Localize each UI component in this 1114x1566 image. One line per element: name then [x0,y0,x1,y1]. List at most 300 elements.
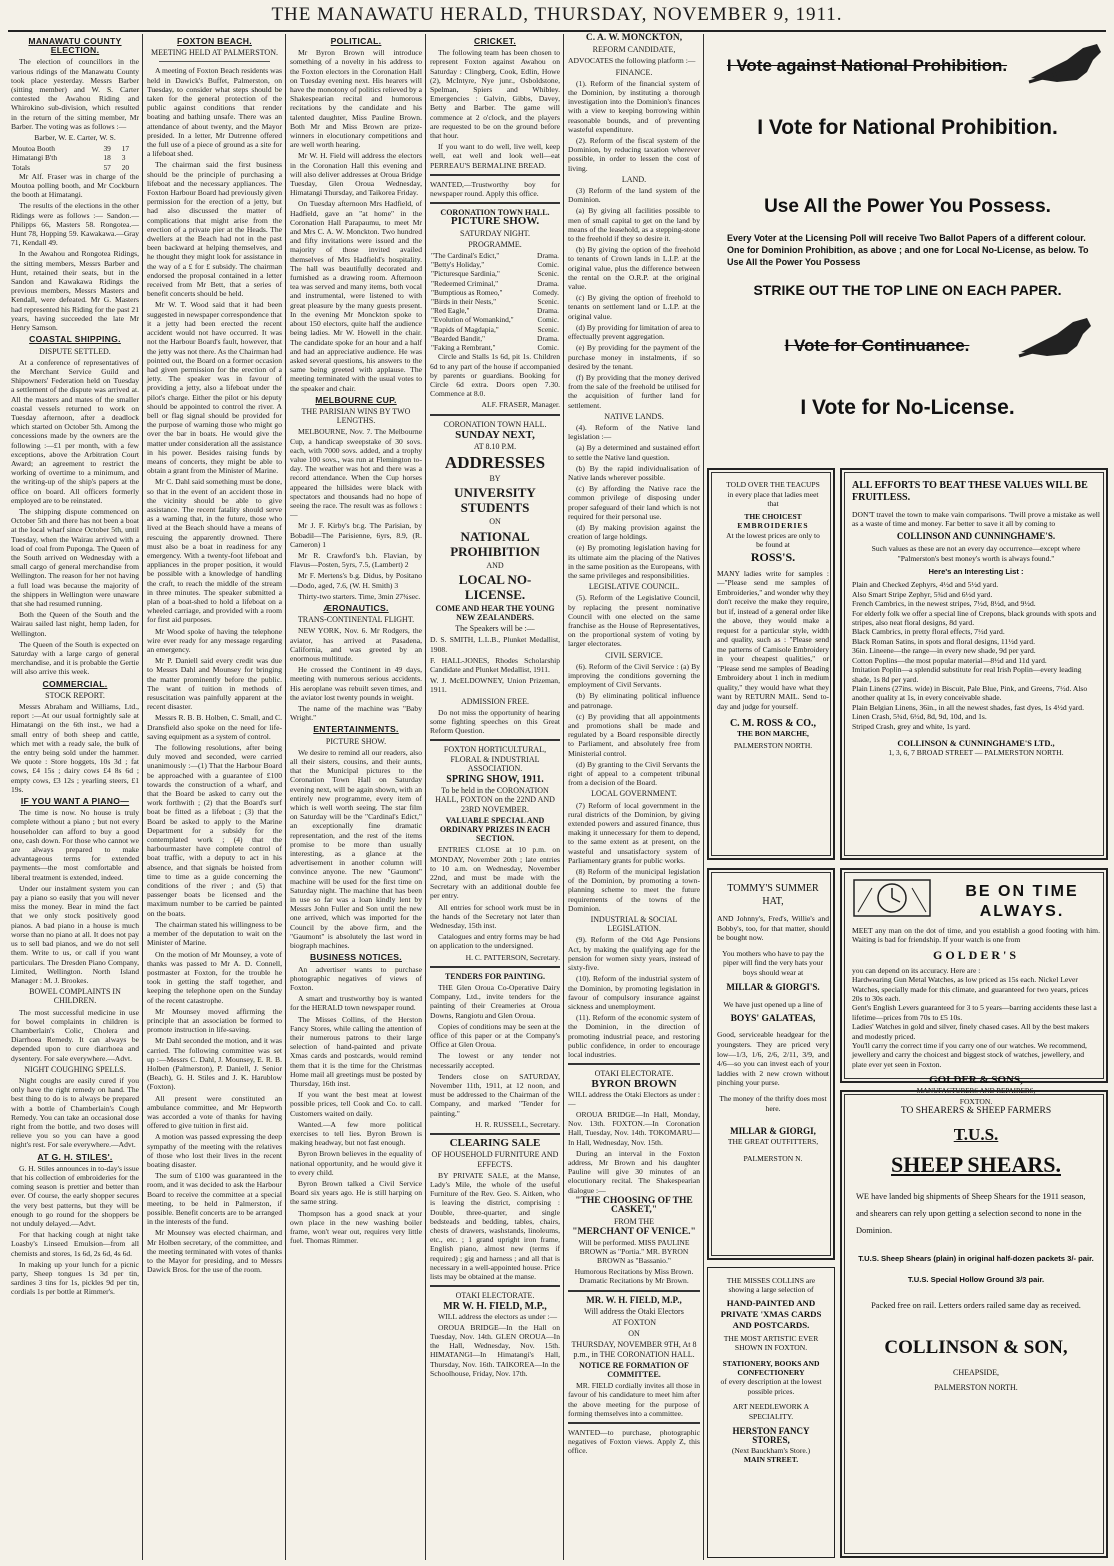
article-paragraph: Mr J. F. Kirby's br.g. The Parisian, by Bobadil—The Parisienne, 6yrs, 8.9, (R. Cameron) 1 [290,521,422,549]
article-paragraph: At a conference of representatives of the Merchant Service Guild and Shipowners' Federation held on Tuesday a settlement of the dispute was arrived at. All the masters and mates of the smaller coastal vessels returned to work on Tuesday afternoon, after a deadlock which started on October 5th. Among the concessions made by the owners are the following :—£1 per month, with a few exceptions, above the Arbitration Court Award; an agreement to restrict the working of overtime to a minimum, and the writing-up of the ship's papers at the office on board. All officers formerly employed are to be reinstated. [11,357,139,505]
ad-subheading: ON [628,1329,640,1339]
column-rule [142,34,143,1560]
article-paragraph: Tenders close on SATURDAY, November 11th, 1911, at 12 noon, and must be addressed to the Chairman of the Company, and marked "Tender for painting." [430,1071,560,1118]
divider [430,202,560,204]
article-paragraph: Mr Byron Brown will introduce something of a novelty in his address to the Foxton electors in the Coronation Hall on Tuesday evening next. His hearers will have the monotony of politics relieved by a Shakespearian recital and humorous recitations by the candidate and his talented daughter, Miss Pauline Brown. Both Mr and Miss Brown are prize-winners in elocutionary competitions and are well worth hearing. [290,48,422,150]
article-paragraph: On Tuesday afternoon Mrs Hadfield, of Hadfield, gave an "at home" in the Coronation Hall Parapaumu, to meet Mr and Mrs C. A. W. Monckton. Two hundred and fifty invitations were issued and the majority of those invited availed themselves of Mrs Hadfield's hospitality. The hall was beautifully decorated and furnished as a drawing room. Afternoon tea was served and many items, both vocal and instrumental, were listened to with great pleasure by the many guests present. In the evening Mr Monckton spoke to about 150 electors, quite half the audience being ladies. Mr W. Howell in the chair. The candidate spoke for an hour and a half and had an appreciative audience. He was asked several questions, his answers to the same being greeted with applause. The meeting terminated with the usual votes to the speaker and chair. [290,199,422,393]
shears-ad-body [856,1106,1096,1392]
list-item: Linen Crash, 5¾d, 6½d, 8d, 9d, 10d, and 1s. [852,712,987,722]
article-paragraph: (f) By providing that the money derived from the sale of the freehold be utilised for the acquisition of further land for settlement. [568,372,700,410]
article-paragraph: The following team has been chosen to represent Foxton against Awahou on Saturday : Clingberg, Cook, Edlin, Howe (2), McIntyre, Nye junr., Osboldstone, Spelman, Spiers and Whibley. Emergencies : Galvin, Gibbs, Davey, Betty and Barber. The game will commence at 2 o'clock, and the players are requested to be on the ground before that hour. [430,48,560,141]
ad-text: DON'T travel the town to make vain comparisons. 'Twill prove a mistake as well as a waste of time and money. Far better to save it all by coming to [852,510,1100,529]
ad-text: THE CHOICEST [744,511,802,521]
article-paragraph: OROUA BRIDGE—In Hall, Monday, Nov. 13th. FOXTON.—In Coronation Hall, Tuesday, Nov. 14th. TOKOMARU—In Hall, Wednesday, Nov. 15th. [568,1109,700,1147]
ad-subheading: FROM THE [613,1217,655,1227]
section-heading: CIVIL SERVICE. [605,650,663,660]
column-2 [144,34,285,1560]
speaker: W. J. McELDOWNEY, Union Prizeman, 1911. [430,676,560,695]
subheading: NIGHT COUGHING SPELLS. [24,1064,126,1074]
ad-text: CHEAPSIDE, [952,1368,999,1377]
article-paragraph: The sum of £100 was guaranteed in the room, and it was decided to ask the Harbour Board to receive the committee at a special meeting, to be held in Palmerston, if possible. Benefit concerts are to be arranged in the interests of the fund. [147,1171,282,1227]
ad-text: THE GREAT OUTFITTERS, [727,1136,819,1146]
ballot-line-strike: I Vote for Continuance. [784,336,970,355]
list-item: Plain Belgian Linens, 36in., in all the newest shades, fast dyes, 1s 4½d yard. [852,702,1084,712]
ad-subheading: NOTICE RE FORMATION OF COMMITTEE. [579,1360,689,1380]
ad-heading: PICTURE SHOW. [450,215,540,228]
ad-subheading: Will address the Otaki Electors [584,1306,684,1316]
signature: H. R. RUSSELL, Secretary. [475,1119,560,1129]
ad-heading: C. M. ROSS & CO., [729,718,817,729]
ballot-line: I Vote for National Prohibition. [757,116,1058,139]
ad-text: Good, serviceable headgear for the youngsters. They are priced very low—1/3, 1/6, 2/6, 2/11, 3/9, and 4/6—so you can invest each of your laddies with 2 new crown without pinching your purse. [717,1030,829,1088]
ad-text: of every description at the lowest possible prices. [720,1377,822,1396]
list-item: "The Cardinal's Edict," Drama. [431,251,559,261]
ad-text: ART NEEDLEWORK A SPECIALITY. [732,1402,810,1421]
ad-subheading: ADMISSION FREE. [460,696,529,706]
ad-heading: TOMMY'S SUMMER HAT, [727,883,819,907]
table-cell: Totals [12,162,30,172]
list-item: "Birds in their Nests," Scenic. [431,297,559,307]
ad-text: AND Johnny's, Fred's, Willie's and Bobby's, too, for that matter, should be bought now. [717,914,829,943]
article-paragraph: Mr Mounsey was elected chairman, and Mr Holben secretary, of the committee, and the meeting terminated with votes of thanks to the Mayor for presiding, and to Messrs Dawick Bros. for the use of the room. [147,1228,282,1275]
article-paragraph: The name of the machine was "Baby Wright." [290,704,422,723]
ad-text: Hardwearing Gun Metal Watches, as low priced as 15s each. Nickel Lever Watches, specially made for this climate, and guaranteed for two years, prices 20s to 30s each. [852,975,1089,1004]
headline-aeronautics: ÆRONAUTICS. [323,602,389,613]
classified-ad: WANTED—to purchase, photographic negatives of Foxton views. Apply Z, this office. [568,1428,700,1456]
article-paragraph: (4). Reform of the Native land legislation :— [568,422,700,442]
article-paragraph: All entries for school work must be in the hands of the Secretary not later than Wednesday, 15th inst. [430,902,560,931]
ad-subheading: OTAKI ELECTORATE. [594,1069,674,1079]
article-paragraph: The results of the elections in the other Ridings were as follows :— Sandon.—Philipps 66, Masters 58. Rongotea.—Hunt 78, Hopping 59. Kawakawa.—Gray 71, Kendall 49. [11,201,139,248]
ad-text: TOLD OVER THE TEACUPS [726,480,820,489]
clock-icon [852,878,932,918]
speaker: D. S. SMITH, L.L.B., Plunket Medallist, 1908. [430,635,560,654]
ad-text: you can depend on its accuracy. Here are : [852,965,981,975]
article-paragraph: (b) By eliminating political influence and patronage. [568,691,700,710]
table-cell: Moutoa Booth [12,144,55,154]
subheading: PICTURE SHOW. [325,736,387,746]
column-rule [563,34,564,1560]
article-paragraph: NEW YORK, Nov. 6. Mr Rodgers, the aviator, has arrived at Pasadena, California, and was greeted by an enormous multitude. [290,626,422,663]
section-heading: LAND. [621,174,647,184]
column-3 [287,34,425,1560]
article-paragraph: If you want the best meat at lowest possible prices, tell Cook and Co. to call. Customers waited on daily. [290,1090,422,1118]
column-rule [425,34,426,1560]
subheading: THE PARISIAN WINS BY TWO LENGTHS. [301,406,411,426]
article-paragraph: A smart and trustworthy boy is wanted for the HERALD town newspaper round. [290,994,422,1013]
article-paragraph: (e) By promoting legislation having for its ultimate aim the placing of the Natives in the same position as the Europeans, with the same privileges and responsibilities. [568,543,700,580]
article-paragraph: Circle and Stalls 1s 6d, pit 1s. Children 6d to any part of the house if accompanied by parents or guardians. Booking for Circle 6d extra. Doors open 7.30. Commence at 8.0. [430,352,560,399]
instruction-heading: STRIKE OUT THE TOP LINE ON EACH PAPER. [753,282,1062,298]
article-paragraph: The lowest or any tender not necessarily accepted. [430,1051,560,1070]
article-paragraph: An advertiser wants to purchase photographic negatives of views of Foxton. [290,964,422,992]
list-item: Plain and Checked Zephyrs, 4½d and 5½d yard. [852,580,999,590]
list-item: "Bearded Bandit," Drama. [431,333,559,343]
ad-heading: ROSS'S. [750,549,796,564]
ad-text: THE MISSES COLLINS are showing a large selection of [726,1276,816,1295]
ad-subheading: REFORM CANDIDATE, [592,45,676,55]
table-header: Barber, W. E. Carter, W. S. [34,133,116,143]
article-paragraph: (5). Reform of the Legislative Council, by replacing the present nominative Council with one elected on the same franchise as the House of Representatives, on the proportional system of voting by larger electorates. [568,593,700,649]
article-paragraph: (6). Reform of the Civil Service : (a) By improving the conditions governing the employment of Civil Servants. [568,661,700,690]
article-paragraph: (3) Reform of the land system of the Dominion. [568,186,700,205]
divider [568,1063,700,1065]
ad-heading: CORONATION TOWN HALL. [440,208,550,218]
article-paragraph: We desire to remind all our readers, also all their sisters, cousins, and their aunts, that the Municipal pictures to the Coronation Town Hall on Saturday evening next, will be again shown, with an entirely new programme, every item of which is well worth seeing. The star film on Saturday will be the "Cardinal's Edict," an exceptionally fine dramatic representation, and the rest of the items promise to be more than usually interesting, as a glance at the advertisement in another column will convince anyone. The new "Gaumont" machine will be used for the first time on Saturday night. The machine that has been in use so far was a loan kindly lent by Messrs John Fuller and Son until the new one arrived, which was imported for the Council by the above firm, and the "Gaumont" is absolutely the last word in biograph machines. [290,747,422,951]
subheading: TRANS-CONTINENTAL FLIGHT. [297,615,415,625]
ad-subheading: BY [489,474,501,484]
ad-heading: SPRING SHOW, 1911. [446,773,544,785]
ad-heading: LOCAL NO-LICENSE. [458,571,532,602]
list-item: Striped Crash, grey and white, 1s yard. [852,721,971,731]
article-paragraph: G. H. Stiles announces in to-day's issue that his collection of embroideries for the coming season is prettier and better than ever. Of course, the early shopper secures the very best patterns, but they will be enough to go round for the shoppers be not unduly delayed.—Advt. [11,1163,139,1228]
table-cell: 57 [103,162,111,172]
article-paragraph: (11). Reform of the economic system of the Dominion, in the direction of promoting industrial peace, and restoring public confidence, in order to encourage local industries. [568,1013,700,1059]
column-rule [703,34,704,1560]
signature: ALF. FRASER, Manager. [481,400,560,410]
ad-text: PALMERSTON NORTH. [934,1383,1018,1392]
ad-text: You mothers who have to pay the piper will find the very hats your boys should wear at [722,948,824,977]
article-paragraph: Both the Queen of the South and the Wairau sailed last night, hemp laden, for Wellington. [11,610,139,638]
ad-heading: STATIONERY, BOOKS AND CONFECTIONERY [722,1358,820,1378]
article-paragraph: Mr C. Dahl said something must be done, so that in the event of an accident those in the vicinity should be able to give assistance. The recent fatality should serve as a warning that, in the future, those who lived at the Beach should have a means of rescuing the apparently drowned. There must also be a boat in readiness for any emergency. With a twenty-foot lifeboat and appliances in the proper position, it would be possible with a knowledge of handling the craft, to reach the middle of the stream in three minutes. The speaker submitted a plan of a boat-shed to hold a lifeboat on a wheeled carriage, and provided with a room for first aid purposes. [147,477,282,625]
article-paragraph: Mr Wood spoke of having the telephone wire ever ready for any message regarding an emergency. [147,626,282,654]
ad-subheading: PROGRAMME. [468,239,522,249]
article-paragraph: All present were constituted an ambulance committee, and Mr Hepworth was accorded a vote of thanks for having offered to give tuition in first aid. [147,1093,282,1131]
article-paragraph: WILL address the electors as under :— [438,1311,558,1321]
list-item: "Rapids of Magdapia," Scenic. [431,324,559,334]
divider [430,414,560,416]
article-paragraph: The chairman said the first business should be the principle of purchasing a lifeboat and the necessary appliances. The Foxton Harbour Board had previously given permission for the erection of a jetty, but had also discussed the matter of complications that might arise from the erection of a private pier at the Heads. The dwellers at the Beach had not in the past been backward at helping themselves, and he thought they might look for assistance in the way of a £ for £ subsidy. The chairman endorsed the proposal contained in a letter received from Mr Bett, that a series of benefit concerts should be held. [147,160,282,299]
column-4 [427,34,563,1560]
masthead-rule [8,30,1106,32]
misses-collins-ad [707,1267,835,1558]
table-cell: 17 [121,144,130,154]
article-paragraph: The most successful medicine in use for bowel complaints in children is Chamberlain's Colic, Cholera and Diarrhoea Remedy. It can always be depended upon to cure diarrhoea and dysentery. For sale everywhere.—Advt. [11,1007,139,1063]
article-paragraph: (c) By affording the Native race the common privilege of disposing under proper safeguard of their land which is not required for their personal use. [568,484,700,521]
ad-text: You'll carry the correct time if you carry one of our watches. We recommend, jewellery and carry the choicest and biggest stock of watches, jewellery, and plate ever yet seen in Foxton. [852,1041,1087,1069]
article-paragraph: Do not miss the opportunity of hearing some fighting speeches on this Great Reform Question. [430,707,560,736]
list-item: "Redeemed Criminal," Drama. [431,278,559,288]
ad-text: be found at [756,540,790,549]
headline-political: POLITICAL. [330,36,382,46]
ad-heading: COLLINSON AND CUNNINGHAME'S. [896,530,1056,541]
divider [159,61,270,62]
headline-coastal-shipping: COASTAL SHIPPING. [29,334,121,345]
article-paragraph: (2). Reform of the fiscal system of the Dominion, by reducing taxation wherever possible, in order to lessen the cost of living. [568,136,700,173]
article-paragraph: Humorous Recitations by Miss Brown. Dramatic Recitations by Mr Brown. [574,1267,694,1286]
ad-text: The money of the thrifty does most here. [719,1093,827,1113]
section-heading: INDUSTRIAL & SOCIAL LEGISLATION. [590,915,678,934]
ad-heading: MILLAR & GIORGI'S. [726,981,820,992]
ad-text: MANY ladies write for samples : —"Please send me samples of Embroideries," and wonder why they don't receive the make they require, but if, instead of a general order like the above, they would make a request for a particular style, width and quality, such as : "Please send me patterns of Camisole Embroidery in your cheapest qualities," or "Please send me samples of Beading Embroidery about 1 inch in medium quality," they would have what they want by RETURN MAIL. Send to-day and judge for yourself. [717,568,829,711]
article-paragraph: Mr Alf. Fraser was in charge of the Moutoa polling booth, and Mr Cockburn the booth at Himatangi. [11,171,139,200]
table-cell: 20 [121,162,130,172]
ballot-line: I Vote for No-License. [800,396,1015,419]
golder-ad [840,868,1108,1106]
article-paragraph: (a) By giving all facilities possible to men of small capital to get on the land by means of the leasehold, as a stepping-stone to the freehold if they so desire it. [568,206,700,244]
headline-county-election: MANAWATU COUNTY ELECTION. [28,36,122,56]
ad-heading: T.U.S. [953,1125,999,1144]
article-paragraph: The Queen of the South is expected on Saturday with a large cargo of general merchandise, and it is probable the Gertie will also arrive this week. [11,639,139,677]
ad-heading: MILLAR & GIORGI, [730,1126,816,1137]
voting-table [11,144,139,172]
article-paragraph: THE Glen Oroua Co-Operative Dairy Company, Ltd., invite tenders for the painting of their Creameries at Oroua Downs, Rangiotu and Glen Oroua. [430,983,560,1020]
list-item: Imitation Poplin—a splendid substitute for real Irish Poplin—every leading shade, 1s 8d per yard. [852,665,1082,684]
headline-business-notices: BUSINESS NOTICES. [309,952,402,963]
instructions: Every Voter at the Licensing Poll will receive Two Ballot Papers of a different colour. One for Dominion Prohibition, as above ; and one for Local No-License, as below. To Use All the Power You Possess [727,233,1089,267]
article-paragraph: (d) By providing for limitation of area to effectually prevent aggregation. [568,322,700,342]
ad-subheading: ON [489,517,501,527]
ross-ad-body [717,480,829,751]
article-paragraph: (b) By the rapid individualisation of Native lands wherever possible. [568,463,700,482]
table-cell: 39 [103,144,111,154]
list-item: Also Smart Stripe Zephyr, 5¾d and 6½d yard. [852,589,993,599]
millar-giorgi-ad [707,868,835,1260]
section-heading: LOCAL GOVERNMENT. [591,789,677,799]
article-paragraph: (c) By giving the option of freehold to tenants on settlement land or L.I.P. at the original value. [568,293,700,321]
table-cell: Himatangi B'th [12,153,58,163]
headline-commercial: COMMERCIAL. [42,678,108,689]
ad-text: MANUFACTURERS AND REPAIRERS, [916,1087,1036,1096]
ad-heading: CLEARING SALE [449,1137,541,1150]
article-paragraph: Will be performed. MISS PAULINE BROWN as "Portia." MR. BYRON BROWN as "Bassanio." [578,1237,690,1265]
ad-subheading: OF HOUSEHOLD FURNITURE AND EFFECTS. [431,1150,559,1169]
ad-subheading: SATURDAY NIGHT. [460,228,530,238]
ad-text: T.U.S. Sheep Shears (plain) in original half-dozen packets 3/- pair. [858,1254,1094,1263]
article-paragraph: During an interval in the Foxton address, Mr Brown and his daughter Pauline will give 30 minutes of an elocutionary recital. The Shakespearian dialogue :— [568,1148,700,1195]
list-item: Plain Linens (27ins. wide) in Biscuit, Pale Blue, Pink, and Greens, 7½d. Also another quality at 1s, in every conceivable shade. [852,683,1088,703]
list-item: "Evolution of Womankind," Comic. [431,315,559,325]
candidate-name: C. A. W. MONCKTON, [585,33,683,43]
ad-text: MEET any man on the dot of time, and you establish a good footing with him. Waiting is bad for friendship. If your watch is one from [852,926,1100,945]
ad-text: Gent's English Levers guaranteed for 3 to 5 years—barring accidents these last a lifetime—prices from 70s to £5 10s. [852,1003,1097,1022]
article-paragraph: Mr W. H. Field will address the electors in the Coronation Hall this evening and will also deliver addresses at Oroua Bridge Tuesday, Glen Oroua Wednesday, Himatangi Thursday, and Taikorea Friday. [290,151,422,198]
ad-heading: MR. W. H. FIELD, M.P., [586,1294,682,1305]
list-item: 36in. Lineene—the range—in every new shade, 9d per yard. [852,646,1036,656]
ad-subheading: COME AND HEAR THE YOUNG NEW ZEALANDERS. [435,603,555,622]
ad-text: PALMERSTON N. [743,1154,803,1164]
article-paragraph: For that hacking cough at night take Loasby's Linseed Emulsion—from all chemists and stores, 1s 6d, 2s 6d, 4s 6d. [11,1230,139,1258]
article-paragraph: Mr R. Crawford's b.h. Flavian, by Flavus—Posten, 5yrs, 7.5, (Lambert) 2 [290,550,422,570]
list-item: French Cambrics, in the newest stripes, 7½d, 8½d, and 9½d. [852,599,1036,609]
ad-subheading: OTAKI ELECTORATE. [455,1291,535,1301]
section-heading: NATIVE LANDS. [604,411,664,421]
ad-heading: GOLDER'S [932,947,1019,962]
article-paragraph: (8) Reform of the municipal legislation of the Dominion, by promoting a town-planning scheme to meet the future requirements of the towns of the Dominion. [568,867,700,913]
ad-heading: ADDRESSES [444,453,546,473]
ad-subheading: TENDERS FOR PAINTING. [444,971,546,981]
ad-text: MAIN STREET. [743,1455,799,1465]
list-item: Black Roman Satins, in spots and floral designs, 11½d yard. [852,636,1036,646]
article-paragraph: In making up your lunch for a picnic party, Sheep tongues 1s 3d per tin, sardines 3 tins for 1s, pickles 9d per tin, cordials 1s per bottle at Rimmer's. [11,1259,139,1297]
article-paragraph: MELBOURNE, Nov. 7. The Melbourne Cup, a handicap sweepstake of 30 sovs. each, with 7000 sovs. added, and a trophy value 100 sovs., was run at Flemington to-day. The weather was hot and there was a record attendance. When the Cup horses appeared the hillsides were black with spectators and thousands had no hope of seeing the race. The result was as follows :— [290,427,422,520]
ad-heading: GOLDER & SONS, [929,1074,1023,1087]
article-paragraph: Byron Brown believes in the equality of national opportunity, and he would give it to every child. [290,1149,422,1177]
column-5 [565,34,703,1560]
article-paragraph: Mr W. T. Wood said that it had been suggested in newspaper correspondence that it a jetty had been erected the recent accident would not have occurred. It was not the Harbour Board's fault, however, that the jetty was not there. As the Chairman had pointed out, the Board on a former occasion had given permission for the erection of a jetty. The speaker was in favour of providing a jetty, also a lifeboat under the pilot's charge. Either the pilot or his deputy should be appointed to control the river. A bell or flag signal should be provided for the purpose of warning those who might go over the bar in boats. He would give the matter under consideration all the assistance in his power. Besides raising funds by means of concerts, they might be able to obtain a grant from the Minister of Marine. [147,300,282,476]
divider [430,966,560,968]
article-paragraph: Mr Dahl seconded the motion, and it was carried. The following committee was set up :—Messrs C. Dahl, J. Mounsey, E. R. B. Holben (Palmerston), P. Daniell, J. Senior (Beach), G. H. Stiles and J. K. Harublow (Foxton). [147,1036,282,1092]
newspaper-title: THE MANAWATU HERALD, THURSDAY, NOVEMBER 9, 1911. [271,4,843,25]
ad-heading: COLLINSON & CUNNINGHAME'S LTD., [897,738,1055,748]
section-heading: LEGISLATIVE COUNCIL. [588,582,680,592]
divider [568,1422,700,1424]
subheading: STOCK REPORT. [45,690,105,700]
ad-text: 1, 3, 6, 7 BROAD STREET — PALMERSTON NORTH. [888,748,1064,758]
ad-heading: BE ON TIME ALWAYS. [965,883,1079,920]
headline-piano: IF YOU WANT A PIANO— [20,796,130,807]
article-paragraph: Thirty-two starters. Time, 3min 27¾sec. [298,591,421,601]
masthead [0,0,1114,30]
divider [568,1290,700,1292]
speaker: F. HALL-JONES, Rhodes Scholarship Candidate and Plunket Medallist, 1911. [430,655,560,674]
list-item: "Faking a Rembrant," Comic. [431,343,559,353]
article-paragraph: (b) By giving the option of the freehold to tenants of Crown lands in L.I.P. at the original value, plus the difference between the rental on the O.R.P. at the original value. [568,245,700,292]
article-paragraph: The following resolutions, after being duly moved and seconded, were carried unanimously :—(1) That the Harbour Board be approached with a guarantee of £100 towards the construction of a wharf, and that the Board be asked to carry out the work forthwith ; (2) that the Board's surf boat be fitted as a lifeboat ; (3) that the Board be asked to apply to the Marine Department for a subsidy for the contemplated work ; (4) that the harbourmaster have complete control of boat traffic, with a deputy to act in his absence, and that signals be hoisted from time to time as a guide concerning the conditions of the river ; and (5) that passenger boats be licensed and the maximum number to be carried be painted on the boats. [147,743,282,918]
ad-text: We have just opened up a line of [723,1000,823,1010]
ad-text: Ladies' Watches in gold and silver, finely chased cases. All by the best makers and modestly priced. [852,1022,1090,1041]
list-item: "Red Eagle," Drama. [431,306,559,316]
prohibition-ad [707,36,1108,461]
ad-heading: BOYS' GALATEAS, [730,1013,816,1024]
article-paragraph: (1). Reform of the financial system of the Dominion, by instituting a thorough investigation into the Dominion's finances with a view to keeping borrowing within reasonable bounds, and of preventing wasteful expenditure. [568,78,700,134]
divider [430,174,560,176]
subheading: DISPUTE SETTLED. [39,346,111,356]
article-paragraph: OROUA BRIDGE—In the Hall on Tuesday, Nov. 14th. GLEN OROUA—In the Hall, Wednesday, Nov. 15th. HIMATANGI—In Himatangi's Hall, Thursday, Nov. 16th. TAIKOREA—In the Schoolhouse, Friday, Nov. 17th. [430,1322,560,1378]
list-item: For elderly folk we offer a special line of Crepons, black grounds with spots and stripes, also neat floral designs, 8d yard. [852,608,1097,628]
ad-text: PALMERSTON NORTH. [733,741,813,750]
ad-text: THE BON MARCHE, [737,728,809,738]
article-paragraph: ADVOCATES the following platform :— [568,56,696,66]
article-paragraph: Byron Brown talked a Civil Service Board six years ago. He is still harping on the same string. [290,1178,422,1207]
ad-heading: SHEEP SHEARS. [891,1152,1061,1177]
collins-ad-body [714,1276,828,1465]
article-paragraph: The Misses Collins, of the Herston Fancy Stores, while calling the attention of their numerous patrons to their large selection of hand-painted and private Xmas cards and postcards, would remind them that it is the time for the Christmas Home mail all greetings must be posted by Thursday, 16th inst. [290,1014,422,1088]
article-paragraph: Copies of conditions may be seen at the office of this paper or at the Company's Office at Glen Oroua. [430,1021,560,1050]
ad-text: (Next Bauckham's Store.) [731,1445,811,1455]
article-paragraph: He crossed the Continent in 49 days, meeting with numerous serious accidents. His aeroplane was rebuilt seven times, and the aviator lost twenty pounds in weight. [290,665,422,702]
ad-heading: BYRON BROWN [591,1078,677,1091]
headline-melbourne-cup: MELBOURNE CUP. [315,394,397,405]
ross-ad [707,468,835,860]
article-paragraph: Wanted.—A few more political exercises to tell lies. Byron Brown is making headway, but not fast enough. [290,1119,422,1148]
article-paragraph: Mr F. Mertens's b.g. Didus, by Positano—Dodo, aged, 7.6, (W. H. Smith) 3 [290,571,422,590]
article-paragraph: The shipping dispute commenced on October 5th and there has not been a boat at the local wharf since October 5th, until Tuesday, when the Wairau arrived with a load of coal from Puponga. The Queen of the South arrived on Wednesday with a small cargo of general merchandise from Wellington. The reason for her not having a full load was because the majority of the shippers in Wellington were unaware that she had resumed running. [11,506,139,608]
article-paragraph: (10). Reform of the industrial system of the Dominion, by promoting legislation in favour of compulsory insurance against sickness and unemployment. [568,974,700,1011]
ad-text: EMBROIDERIES [737,521,809,530]
article-paragraph: (9). Reform of the Old Age Pensions Act, by making the qualifying age for the pension for women sixty years, instead of sixty-five. [568,935,700,973]
article-paragraph: (a) By a determined and sustained effort to settle the Native land question. [568,443,700,462]
ad-heading: Here's an Interesting List : [928,567,1024,577]
headline-entertainments: ENTERTAINMENTS. [313,724,399,735]
column-rule [285,34,286,1560]
article-paragraph: MR. FIELD cordially invites all those in favour of his candidature to meet him after the above meeting for the purpose of forming themselves into a committee. [568,1381,700,1418]
ad-subheading: The Speakers will be :— [455,624,535,634]
list-item: Cotton Poplins—the most popular material—8½d and 11d yard. [852,655,1047,665]
ad-subheading: CORONATION TOWN HALL. [443,419,547,429]
ad-text: Packed free on rail. Letters orders railed same day as received. [871,1301,1081,1310]
table-row [11,144,139,153]
table-row [11,163,139,172]
ad-heading: "MERCHANT OF VENICE." [572,1227,696,1238]
ad-text: Such values as these are not an every day occurrence—except where "Palmerston's best money's worth is always found." [871,544,1081,563]
article-paragraph: (c) By providing that all appointments and promotions shall be made and regulated by a Board responsible directly to Parliament, and absolutely free from Ministerial control. [568,711,700,758]
article-paragraph: WILL address the Otaki Electors as under :— [568,1089,700,1108]
subheading: MEETING HELD AT PALMERSTON. [151,48,278,58]
article-paragraph: (e) By providing for the payment of the purchase money in instalments, if so desired by the tenant. [568,343,700,371]
column-1 [8,34,142,1560]
ad-heading: "THE CHOOSING OF THE CASKET," [575,1195,693,1215]
subheading: BOWEL COMPLAINTS IN CHILDREN. [29,987,121,1006]
article-paragraph: ENTRIES CLOSE at 10 p.m. on MONDAY, November 20th ; late entries to 10 a.m. on Wednesday, November 22nd, and must be made with the Secretary with an additional double fee per entry. [430,845,560,901]
divider [430,1285,560,1287]
headline-foxton-beach: FOXTON BEACH. [177,36,252,46]
table-row [11,153,139,162]
section-heading: FINANCE. [615,67,653,77]
ad-heading: COLLINSON & SON, [884,1337,1068,1358]
article-paragraph: Night coughs are easily cured if you only have the right remedy on hand. The best thing to do is to always be prepared with a bottle of Chamberlain's Cough Remedy. You can take an occasional dose right from the bottle, and two doses will relieve you so you can have a good night's rest. For sale everywhere.—Advt. [11,1075,139,1150]
article-paragraph: The chairman stated his willingness to be a member of the deputation to wait on the Minister of Marine. [147,919,282,948]
millar-ad-body [717,882,829,1164]
ad-subheading: AT 8.10 P.M. [473,441,517,451]
ad-text: in every place that ladies meet [727,489,819,499]
article-paragraph: (d) By making provision against the creation of large holdings. [568,522,700,542]
ad-text: WE have landed big shipments of Sheep Shears for the 1911 season, and shearers can rely upon getting a selection second to none in the Dominion. [856,1192,1086,1235]
ad-heading: ALL EFFORTS TO BEAT THESE VALUES WILL BE FRUITLESS. [852,480,1088,503]
headline-cricket: CRICKET. [473,36,517,46]
divider [430,1133,560,1135]
article-paragraph: Under our instalment system you can pay a piano so easily that you will never miss the money. Bear in mind the fact that we only stock positively good pianos. A bad piano in a house is much worse than no piano at all. It does not pay us to sell bad pianos, and we do not sell them. Write to us, or call if you want particulars. The Dresden Piano Company, Limited, Wellington. North Island Manager : M. J. Brookes. [11,883,139,985]
ad-text: T.U.S. Special Hollow Ground 3/3 pair. [907,1275,1045,1284]
ad-subheading: AT FOXTON [612,1318,656,1327]
article-paragraph: In the Awahou and Rongotea Ridings, the sitting members, Messrs Barber and Hunt, retained their seats, but in the Sandon and Kawakawa Ridings the previous members, Messrs Masters and Kendall, were defeated. Mr G. Masters had represented his Riding for the past 21 years, having succeeded the late Mr Henry Samson. [11,249,139,333]
article-paragraph: Messrs R. B. B. Holben, C. Small, and C. Dransfield also spoke on the need for life-saving equipment as a system of control. [147,713,282,741]
classified-ad: WANTED,—Trustworthy boy for newspaper round. Apply this office. [430,179,560,199]
article-paragraph: Thompson has a good snack at your own place in the new washing boiler frame, won't wear out, requires very little fuel. Thomas Rimmer. [290,1208,422,1246]
article-paragraph: On the motion of Mr Mounsey, a vote of thanks was passed to Mr A. D. Connell, postmaster at Foxton, for the trouble he took in getting the staff together, and keeping the telephone open on the Sunday of the recent catastrophe. [147,949,282,1005]
article-paragraph: A meeting of Foxton Beach residents was held in Dawick's Buffet, Palmerston, on Tuesday, to consider what steps should be taken for the general protection of the public against conditions that render boating and bathing unsafe. There was an attendance of about twenty, and the Mayor presided. In a letter, Mr Dutrenne offered the full use of a piece of ground as a site for a lifeboat shed. [147,66,282,159]
headline-stiles: AT G. H. STILES'. [37,1151,113,1162]
sheep-shears-ad [840,1090,1108,1558]
article-paragraph: Catalogues and entry forms may be had on application to the undersigned. [430,932,560,951]
ad-subheading: THURSDAY, NOVEMBER 9TH, At 8 p.m., in THE CORONATION HALL. [571,1340,697,1359]
ad-heading: TO SHEARERS & SHEEP FARMERS [900,1106,1052,1116]
ad-subheading: To be held in the CORONATION HALL, FOXTON on the 22ND AND 23RD NOVEMBER. [435,786,555,814]
ad-text: At the lowest prices are only to [726,530,820,540]
article-paragraph: If you want to do well, live well, keep well, eat well and look well—eat PERREAU'S BERMALINE BREAD. [430,142,560,170]
signature: H. C. PATTERSON, Secretary. [465,952,560,962]
ad-heading: HAND-PAINTED AND PRIVATE 'XMAS CARDS AND POSTCARDS. [720,1297,822,1330]
article-paragraph: A motion was passed expressing the deep sympathy of the meeting with the relatives of those who lost their lives in the recent boating disaster. [147,1132,282,1169]
ad-heading: UNIVERSITY STUDENTS [454,485,536,516]
ad-text: THE MOST ARTISTIC EVER SHOWN IN FOXTON. [723,1333,819,1353]
ad-heading: MR W. H. FIELD, M.P., [443,1301,547,1313]
ad-heading: NATIONAL PROHIBITION [450,528,540,559]
ad-subheading: AND [486,560,504,570]
ad-heading: HERSTON FANCY STORES, [732,1426,810,1446]
collinson-ad-body [852,480,1100,758]
article-paragraph: BY PRIVATE SALE, at the Manse, Lady's Mile, the whole of the useful Furniture of the Rev. Geo. S. Aitken, who is leaving the district, comprising : Double, three-quarter, and single bedsteads and bedding, tables, chairs, chests of drawers, washstands, linoleums, etc., etc. ; 1 grand upright iron frame, English piano, almost new (terms if required) ; gig and harness ; and all that is necessary in a well-appointed house. Price lists may be obtained at the manse. [430,1170,560,1281]
list-item: "Betty's Holiday," Comic. [431,260,559,270]
ad-text: FOXTON. [959,1096,993,1106]
article-paragraph: The election of councillors in the various ridings of the Manawatu County took place yesterday. Messrs Barber (sitting member) and W. S. Carter contested the Awahou Riding and Whirokino sub-division, which resulted in the return of the sitting member, Mr Barber. The voting was as follows :— [11,57,139,131]
pointing-hand-icon [1017,312,1097,370]
article-paragraph: Mr P. Daniell said every credit was due to Messrs Dahl and Mounsey for bringing the matter prominently before the public. The want of tuition in methods of resuscitation was painfully apparent at the recent disaster. [147,656,282,712]
divider [430,739,560,741]
golder-ad-body [852,926,1100,1106]
ad-subheading: VALUABLE SPECIAL AND ORDINARY PRIZES IN EACH SECTION. [439,815,551,844]
